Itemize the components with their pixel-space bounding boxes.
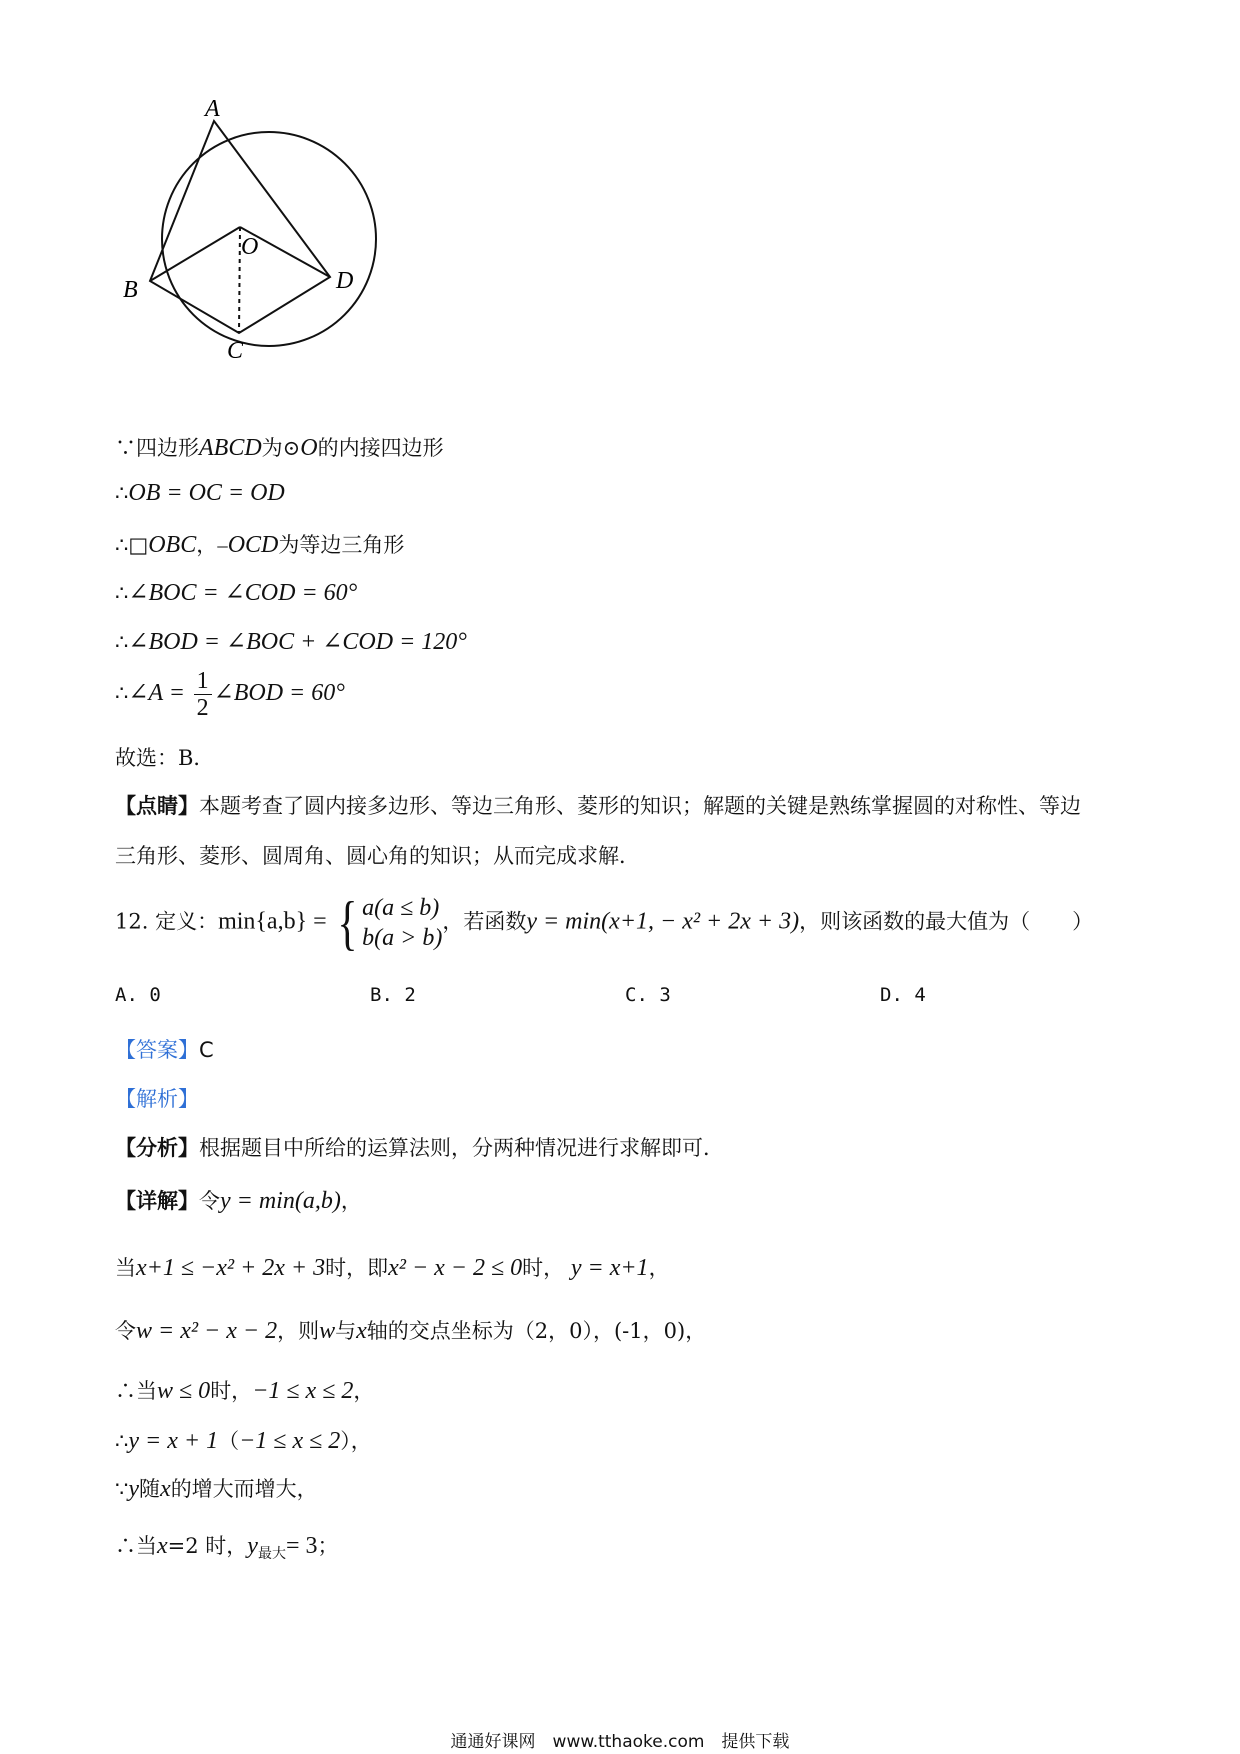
label-c: C (227, 338, 244, 364)
numerator: 1 (194, 668, 212, 695)
text: 当 (115, 1256, 136, 1280)
proof-line-4 (115, 578, 357, 607)
answer-tag: 【答案】 (115, 1038, 199, 1062)
text: ∵ (115, 1477, 129, 1501)
text: ∴ (115, 581, 129, 605)
math: OCD (227, 532, 279, 558)
text: ，则该函数的最大值为（ ） (799, 909, 1094, 934)
label-d: D (336, 268, 354, 294)
math: ∠BOD = 60° (213, 680, 345, 706)
text: 根据题目中所给的运算法则，分两种情况进行求解即可． (199, 1136, 724, 1160)
analysis-line (115, 1083, 199, 1113)
detail-line-2 (115, 1252, 670, 1282)
label-a: A (205, 96, 220, 122)
question-number: 12. 定义： (115, 909, 219, 934)
text: 本题考查了圆内接多边形、等边三角形、菱形的知识；解题的关键是熟练掌握圆的对称性、等边 (199, 794, 1081, 818)
text: ， (648, 1256, 670, 1280)
math: −1 ≤ x ≤ 2 (252, 1378, 354, 1404)
text: ∴当 (115, 1379, 157, 1403)
option-c[interactable]: C. 3 (625, 984, 671, 1006)
math: w = x² − x − 2 (136, 1318, 278, 1344)
proof-line-2 (115, 480, 285, 507)
text: ； (317, 1534, 339, 1558)
xiangjie-tag: 【详解】 (115, 1188, 199, 1213)
fraction-half (194, 668, 212, 721)
dianjing-line-2 (115, 840, 640, 870)
text: 与 (335, 1319, 357, 1343)
text: ∴ (115, 630, 129, 654)
math: ABCD (199, 435, 262, 461)
text: 的增大而增大， (170, 1477, 318, 1501)
text: 故选：B． (115, 746, 215, 770)
brace: { (337, 890, 358, 956)
text: ∴ (115, 1429, 129, 1453)
math: x (157, 1533, 168, 1559)
answer-line (115, 1034, 214, 1064)
text: =2 时， (167, 1534, 248, 1558)
dianjing-tag: 【点睛】 (115, 793, 199, 818)
text: ， (353, 1379, 375, 1403)
math: y = min(a,b) (220, 1188, 341, 1214)
answer-value: C (199, 1038, 214, 1062)
proof-line-3 (115, 529, 404, 559)
option-b[interactable]: B. 2 (370, 984, 416, 1006)
detail-line-4 (115, 1375, 374, 1405)
dianjing-line-1 (115, 790, 1081, 820)
detail-line-3 (115, 1315, 706, 1345)
fenxi-tag: 【分析】 (115, 1135, 199, 1160)
label-o: O (241, 234, 259, 260)
text: 令 (115, 1319, 136, 1343)
xiangjie-line (115, 1185, 362, 1215)
math: ∠BOD = ∠BOC + ∠COD = 120° (128, 629, 467, 655)
text: ∴□ (115, 533, 149, 557)
geometry-figure (123, 96, 430, 400)
footer: 通通好课网 www.tthaoke.com 提供下载 (450, 1732, 790, 1752)
math: y (128, 1476, 140, 1502)
math: y = x + 1 (128, 1428, 219, 1454)
case-2: b(a > b) (362, 925, 443, 951)
text: ∴ (115, 681, 129, 705)
math: w ≤ 0 (157, 1378, 211, 1404)
option-a[interactable]: A. 0 (115, 984, 161, 1006)
text: 三角形、菱形、圆周角、圆心角的知识；从而完成求解． (115, 844, 640, 868)
text: ，则 (277, 1319, 320, 1343)
text: 时，即 (325, 1256, 389, 1280)
math: O (300, 435, 318, 461)
fenxi-line (115, 1132, 724, 1162)
text: ）， (340, 1429, 372, 1453)
choose-line (115, 742, 214, 772)
text: ，若函数 (442, 909, 527, 934)
text: 时， (522, 1256, 565, 1280)
text: 为等边三角形 (278, 533, 405, 557)
detail-line-7 (115, 1530, 339, 1563)
subscript: 最大 (257, 1546, 286, 1563)
case-1: a(a ≤ b) (362, 895, 440, 921)
proof-line-6 (115, 668, 345, 721)
cases (362, 893, 442, 953)
text: ， (340, 1189, 362, 1213)
text: 为⊙ (261, 436, 301, 460)
text: ，⎯ (196, 533, 228, 557)
text: 轴的交点坐标为（2，0），(-1，0)， (366, 1319, 707, 1343)
text: 令 (199, 1189, 220, 1213)
math: x² − x − 2 ≤ 0 (388, 1255, 523, 1281)
option-d[interactable]: D. 4 (880, 984, 926, 1006)
math: y = x+1 (570, 1255, 649, 1281)
text: （ (218, 1429, 240, 1453)
math: −1 ≤ x ≤ 2 (239, 1428, 341, 1454)
detail-line-5 (115, 1425, 372, 1455)
label-b: B (123, 277, 138, 303)
text: 的内接四边形 (317, 436, 444, 460)
text: ∵四边形 (115, 436, 199, 460)
math: y (247, 1533, 258, 1559)
denominator: 2 (196, 695, 209, 721)
proof-line-5 (115, 627, 467, 656)
segment-oc-dashed (239, 227, 240, 333)
math: ∠BOC = ∠COD = 60° (128, 580, 358, 606)
proof-line-1 (115, 432, 444, 462)
math: OB = OC = OD (128, 480, 285, 506)
math: w (319, 1318, 336, 1344)
text: 随 (139, 1477, 161, 1501)
math: x (160, 1476, 171, 1502)
question-12 (115, 890, 1094, 956)
text: ∴当 (115, 1534, 157, 1558)
math: x+1 ≤ −x² + 2x + 3 (136, 1255, 326, 1281)
math: OBC (148, 532, 197, 558)
detail-line-6 (115, 1473, 318, 1503)
math: x (356, 1318, 367, 1344)
math: ∠A = (128, 680, 185, 706)
text: 时， (210, 1379, 253, 1403)
analysis-tag: 【解析】 (115, 1087, 199, 1111)
func-math: y = min(x+1, − x² + 2x + 3) (526, 908, 800, 935)
math: = 3 (285, 1533, 318, 1559)
text: ∴ (115, 481, 129, 505)
def-math: min{a,b} = (218, 908, 327, 935)
